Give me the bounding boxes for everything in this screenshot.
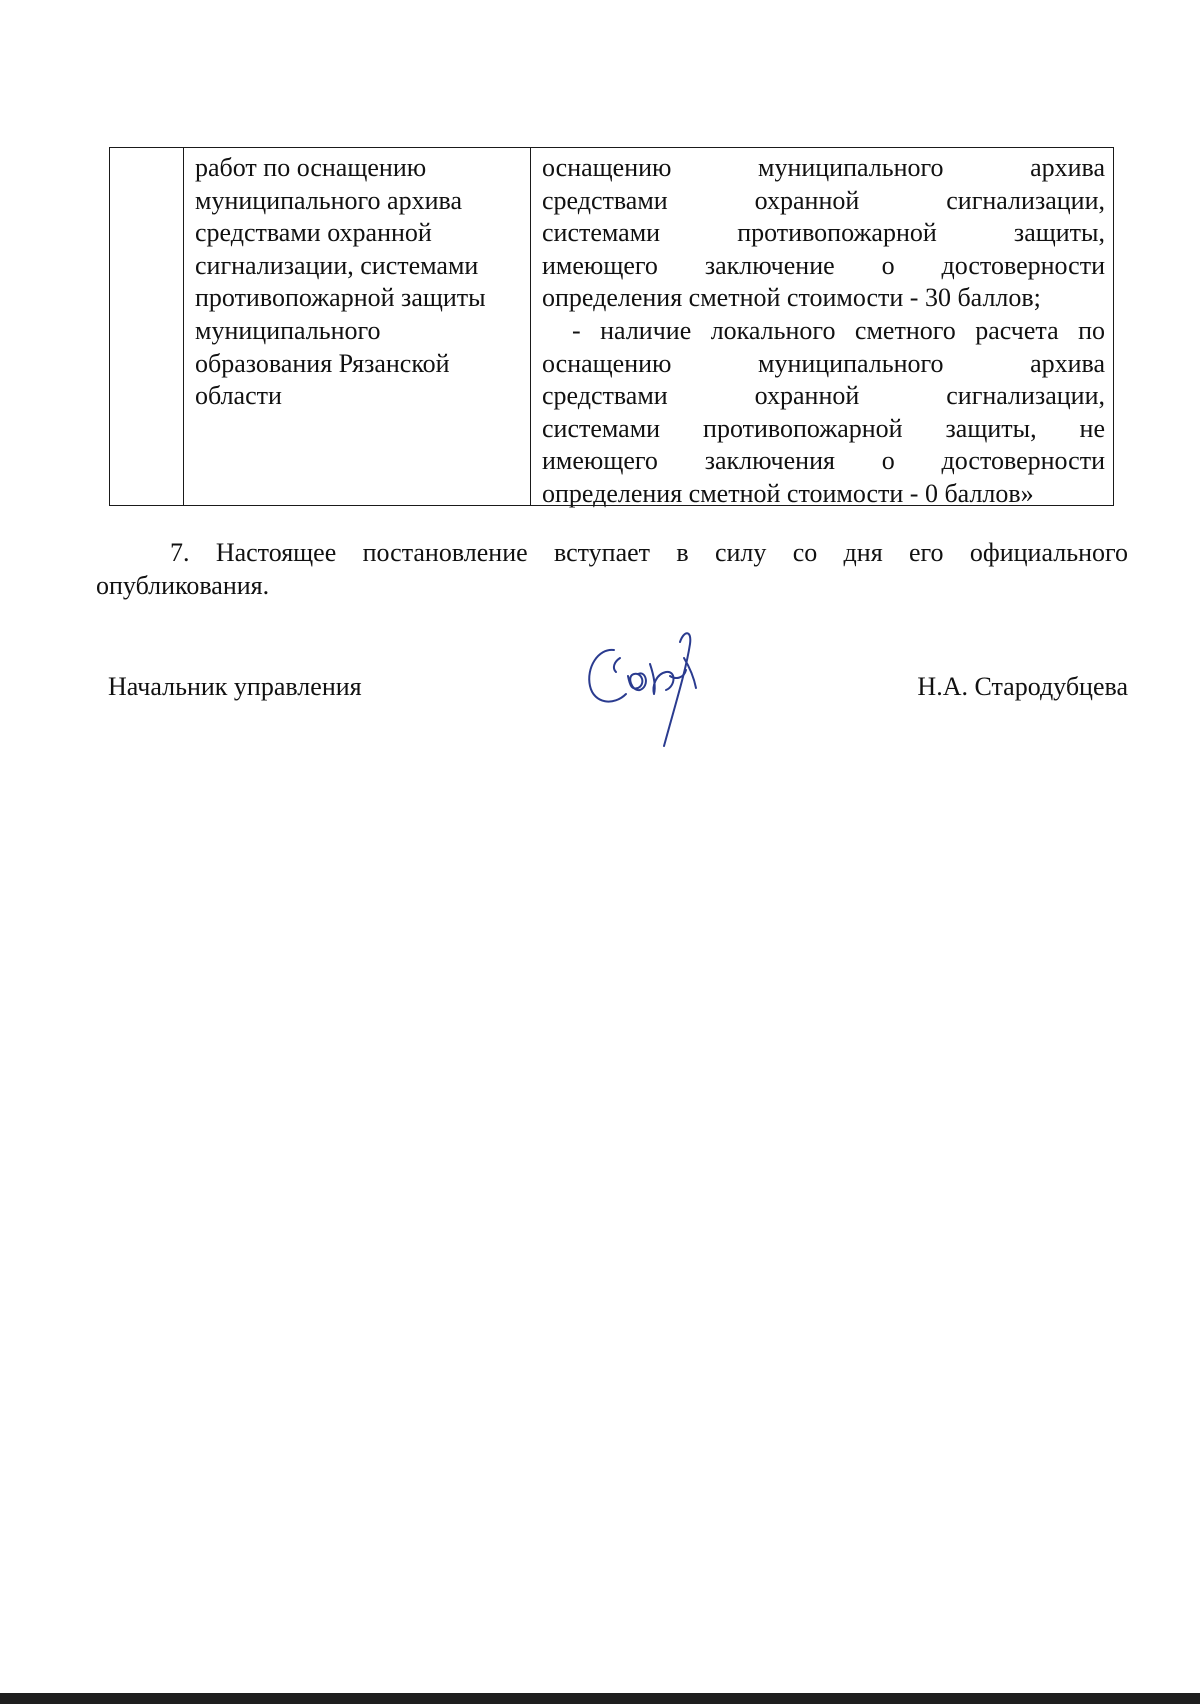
scan-bottom-edge: [0, 1693, 1200, 1704]
name-line: сигнализации, системами: [195, 250, 479, 280]
name-line: работ по оснащению: [195, 153, 427, 182]
criteria-line: оснащению муниципального архива: [542, 153, 1105, 182]
handwritten-signature: [580, 628, 730, 758]
name-line: области: [195, 381, 282, 411]
table-cell-criteria: [531, 148, 1113, 508]
paragraph-line: опубликования.: [96, 571, 270, 600]
criteria-line: средствами охранной сигнализации,: [542, 185, 1105, 215]
criteria-line: системами противопожарной защиты,: [542, 218, 1105, 248]
criteria-text: [531, 148, 1113, 511]
criteria-line: - наличие локального сметного расчета по: [572, 315, 1105, 345]
criteria-line: имеющего заключения о достоверности: [542, 446, 1105, 476]
name-text: [184, 148, 530, 413]
criteria-line: оснащению муниципального архива: [542, 348, 1105, 378]
paragraph-line: 7. Настоящее постановление вступает в силу со дня его официального: [170, 538, 1128, 567]
criteria-line: средствами охранной сигнализации,: [542, 381, 1105, 411]
name-line: образования Рязанской: [195, 348, 450, 378]
criteria-line: определения сметной стоимости - 0 баллов»: [542, 478, 1034, 508]
effective-date-paragraph: [96, 536, 1128, 602]
criteria-line: имеющего заключение о достоверности: [542, 250, 1105, 280]
table-cell-number: [110, 148, 184, 505]
signer-title: Начальник управления: [108, 672, 362, 701]
signer-name: Н.А. Стародубцева: [917, 672, 1128, 701]
table-cell-name: [184, 148, 531, 505]
name-line: муниципального архива: [195, 185, 462, 215]
criteria-line: определения сметной стоимости - 30 баллов;: [542, 283, 1041, 313]
name-line: муниципального: [195, 315, 381, 345]
criteria-line: системами противопожарной защиты, не: [542, 413, 1105, 443]
name-line: противопожарной защиты: [195, 283, 486, 313]
criteria-table: [109, 147, 1114, 506]
name-line: средствами охранной: [195, 218, 432, 248]
